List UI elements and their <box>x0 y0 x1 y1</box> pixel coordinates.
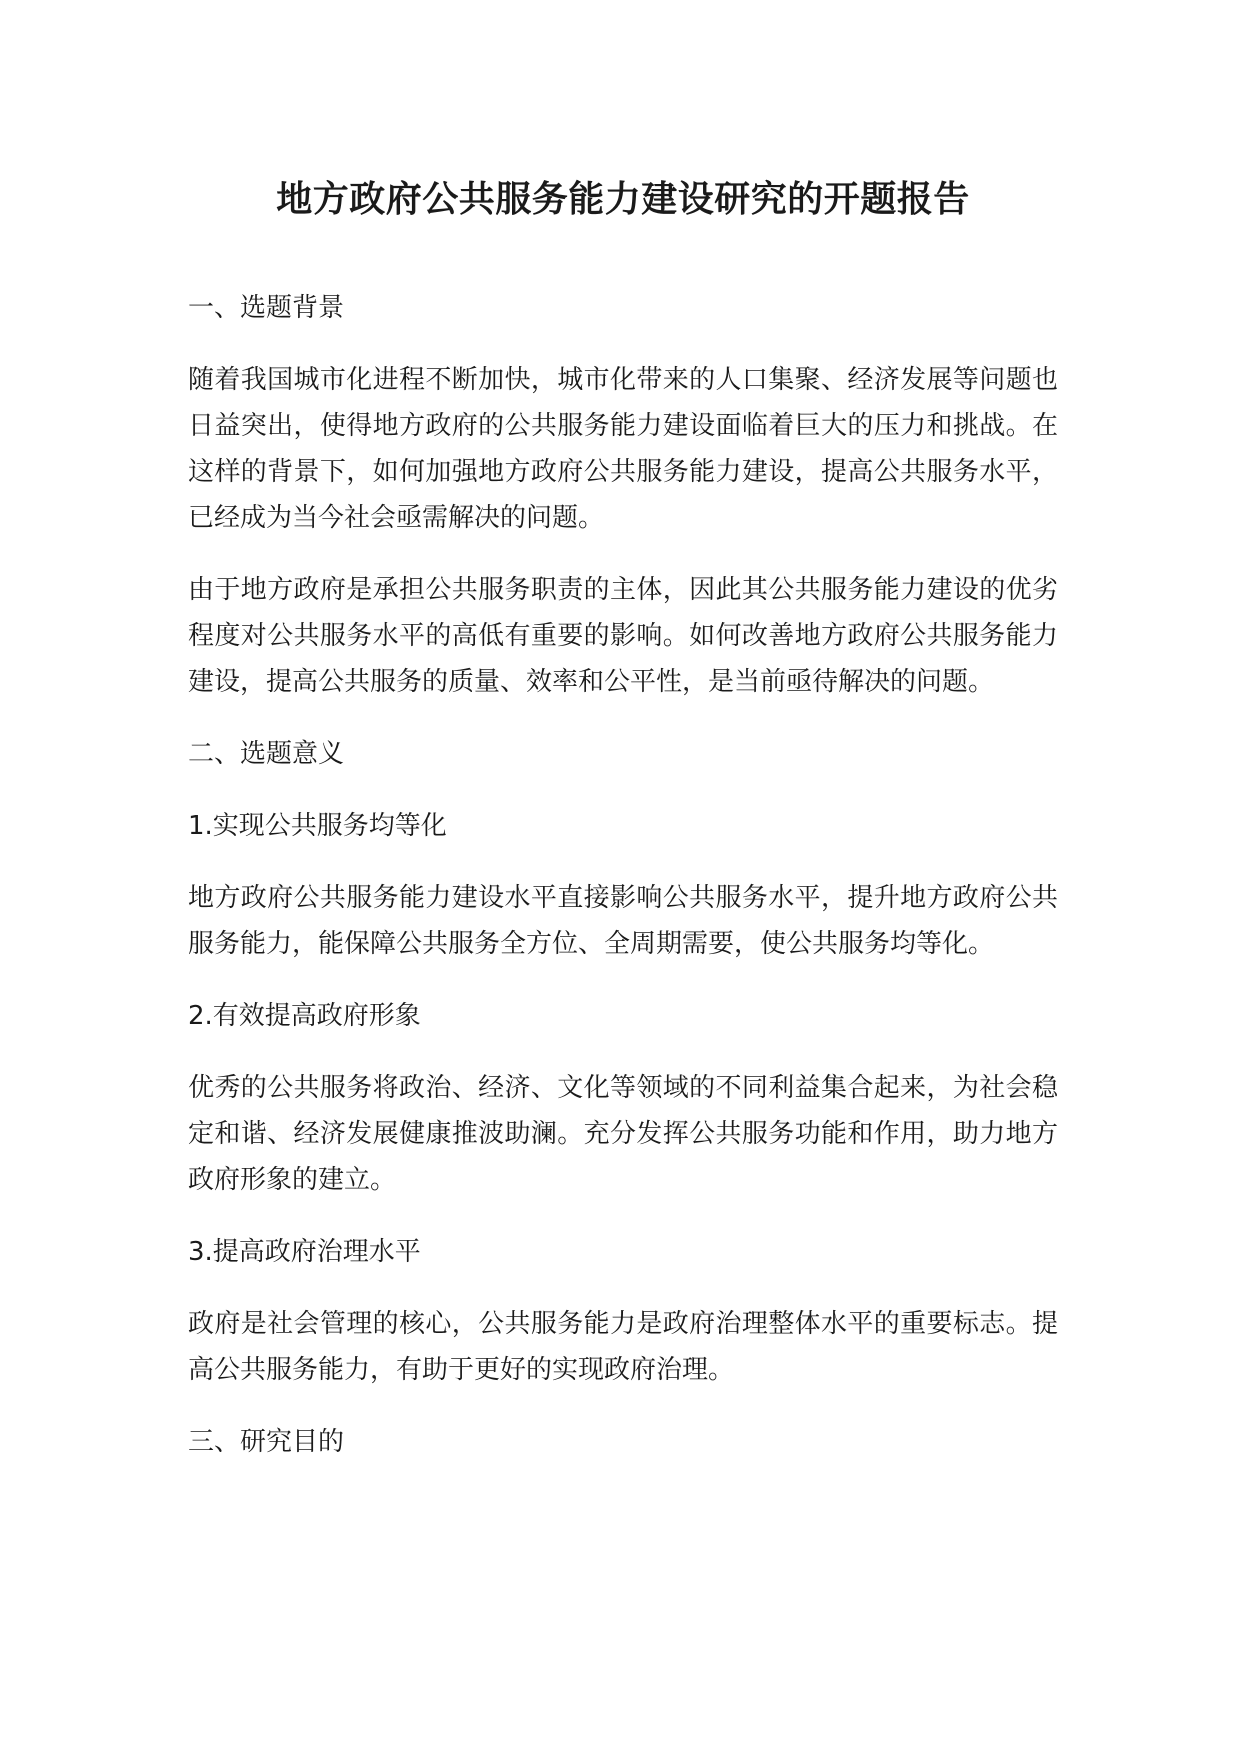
subsection-heading-image: 2.有效提高政府形象 <box>188 1001 421 1031</box>
section-heading-background: 一、选题背景 <box>188 293 345 323</box>
subsection-heading-governance: 3.提高政府治理水平 <box>188 1237 421 1267</box>
governance-paragraph: 政府是社会管理的核心，公共服务能力是政府治理整体水平的重要标志。提高公共服务能力，有助于更好的实现政府治理。 <box>188 1309 1058 1385</box>
section-heading-purpose: 三、研究目的 <box>188 1427 345 1457</box>
subsection-heading-equalization: 1.实现公共服务均等化 <box>188 811 447 841</box>
equalization-paragraph: 地方政府公共服务能力建设水平直接影响公共服务水平，提升地方政府公共服务能力，能保障公共服务全方位、全周期需要，使公共服务均等化。 <box>188 883 1058 959</box>
background-paragraph-1: 随着我国城市化进程不断加快，城市化带来的人口集聚、经济发展等问题也日益突出，使得地方政府的公共服务能力建设面临着巨大的压力和挑战。在这样的背景下，如何加强地方政府公共服务能力建设，提高公共服务水平，已经成为当今社会亟需解决的问题。 <box>188 365 1058 533</box>
background-paragraph-2: 由于地方政府是承担公共服务职责的主体，因此其公共服务能力建设的优劣程度对公共服务水平的高低有重要的影响。如何改善地方政府公共服务能力建设，提高公共服务的质量、效率和公平性，是当前亟待解决的问题。 <box>188 575 1058 697</box>
section-heading-significance: 二、选题意义 <box>188 739 345 769</box>
image-paragraph: 优秀的公共服务将政治、经济、文化等领域的不同利益集合起来，为社会稳定和谐、经济发展健康推波助澜。充分发挥公共服务功能和作用，助力地方政府形象的建立。 <box>188 1073 1058 1195</box>
document-title: 地方政府公共服务能力建设研究的开题报告 <box>276 179 970 220</box>
